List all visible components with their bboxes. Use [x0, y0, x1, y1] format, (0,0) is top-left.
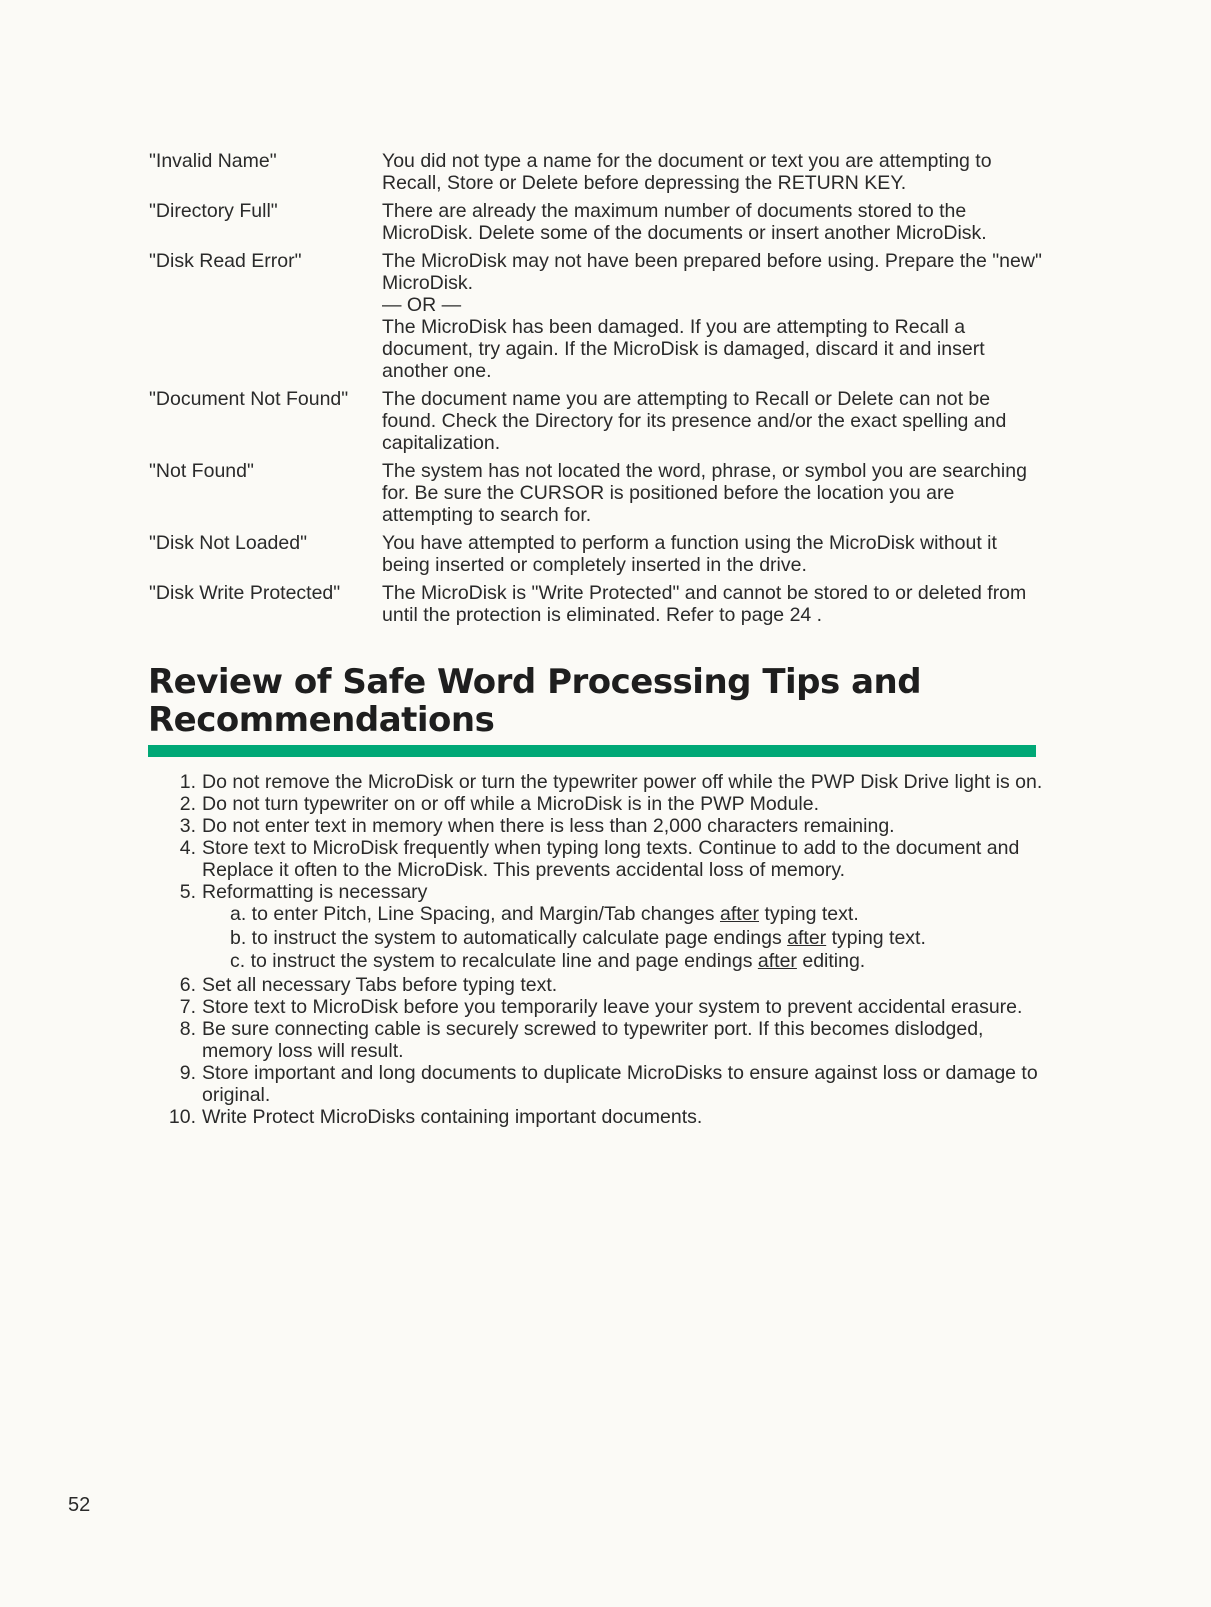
error-description	[382, 532, 1049, 576]
error-description-text: The MicroDisk has been damaged. If you are attempting to Recall a document, try again. If the MicroDisk is damaged, discard it and insert another one.	[382, 316, 985, 382]
list-text: Do not enter text in memory when there is less than 2,000 characters remaining.	[202, 815, 895, 837]
error-term: "Disk Read Error"	[149, 250, 302, 272]
section-heading-line2: Recommendations	[148, 700, 495, 740]
list-number: 6.	[179, 973, 196, 996]
error-description	[382, 582, 1049, 626]
page-number: 52	[68, 1494, 91, 1516]
error-description-text: You did not type a name for the document or text you are attempting to Recall, Store or Delete before depressing the RETURN KEY.	[382, 150, 992, 194]
list-item	[160, 1106, 1050, 1128]
sub-item-text: typing text.	[764, 903, 859, 925]
error-description	[382, 388, 1049, 454]
list-text: Be sure connecting cable is securely screwed to typewriter port. If this becomes dislodged, memory loss will result.	[202, 1017, 984, 1062]
error-term: "Disk Not Loaded"	[149, 532, 308, 554]
list-item	[160, 996, 1050, 1018]
list-number: 1.	[179, 771, 196, 793]
error-row	[149, 150, 1049, 194]
sub-item-text: typing text.	[831, 926, 926, 949]
underlined-word: after	[719, 903, 760, 925]
error-term: "Directory Full"	[149, 200, 278, 222]
list-number: 5.	[179, 881, 196, 903]
error-term: "Invalid Name"	[149, 150, 277, 172]
list-number: 3.	[179, 815, 196, 837]
error-row	[149, 582, 1049, 626]
list-item	[160, 1018, 1050, 1062]
error-row	[149, 532, 1049, 576]
error-description-text: The MicroDisk is "Write Protected" and cannot be stored to or deleted from until the protection is eliminated. Refer to page 24 .	[382, 582, 1027, 626]
error-description	[382, 200, 1049, 244]
error-description-text: The document name you are attempting to Recall or Delete can not be found. Check the Directory for its presence and/or the exact spelling and capitalization.	[382, 388, 1007, 454]
error-description-or: — OR —	[382, 294, 462, 316]
list-item	[160, 837, 1050, 881]
list-item	[160, 1062, 1050, 1106]
list-number: 4.	[179, 837, 196, 859]
error-row	[149, 200, 1049, 244]
sub-list-item	[230, 950, 1050, 974]
error-term: "Disk Write Protected"	[149, 582, 341, 604]
error-description	[382, 150, 1049, 194]
section-heading-line1: Review of Safe Word Processing Tips and	[148, 662, 922, 702]
underlined-word: after	[757, 950, 797, 972]
list-number: 7.	[179, 995, 196, 1018]
list-item	[160, 881, 1050, 974]
sub-list-item	[230, 903, 1050, 927]
list-item	[160, 771, 1050, 793]
sub-item-text: a. to enter Pitch, Line Spacing, and Margin/Tab changes	[230, 903, 715, 925]
error-description-text: You have attempted to perform a function using the MicroDisk without it being inserted or completely inserted in the drive.	[382, 532, 997, 576]
list-number: 8.	[179, 1017, 196, 1040]
error-row	[149, 460, 1049, 526]
error-description-text: The MicroDisk may not have been prepared before using. Prepare the "new" MicroDisk.	[382, 250, 1042, 294]
list-text-block	[202, 881, 1050, 974]
sub-list-item	[230, 927, 1050, 951]
list-text: Store important and long documents to duplicate MicroDisks to ensure against loss or damage to original.	[202, 1061, 1038, 1106]
section-divider	[148, 745, 1036, 757]
sub-list	[202, 903, 1050, 974]
list-text: Store text to MicroDisk before you temporarily leave your system to prevent accidental erasure.	[202, 995, 1023, 1018]
error-message-table	[149, 150, 1049, 632]
list-number: 9.	[179, 1061, 196, 1084]
list-item	[160, 815, 1050, 837]
list-text: Store text to MicroDisk frequently when typing long texts. Continue to add to the document and Replace it often to the MicroDisk. This prevents accidental loss of memory.	[202, 837, 1020, 881]
list-text: Do not turn typewriter on or off while a MicroDisk is in the PWP Module.	[202, 793, 820, 815]
error-term: "Document Not Found"	[149, 388, 349, 410]
list-number: 2.	[179, 793, 196, 815]
error-description-text: There are already the maximum number of documents stored to the MicroDisk. Delete some of the documents or insert another MicroDisk.	[382, 200, 987, 244]
error-row	[149, 250, 1049, 382]
section-heading	[148, 663, 1038, 739]
list-text: Do not remove the MicroDisk or turn the typewriter power off while the PWP Disk Drive light is on.	[202, 771, 1043, 793]
underlined-word: after	[787, 926, 827, 949]
error-description-text: The system has not located the word, phrase, or symbol you are searching for. Be sure the CURSOR is positioned before the location you are attempting to search for.	[382, 460, 1027, 526]
sub-item-text: editing.	[802, 950, 866, 972]
error-term: "Not Found"	[149, 460, 254, 482]
list-text: Write Protect MicroDisks containing important documents.	[202, 1105, 703, 1128]
tips-list	[160, 771, 1050, 1128]
list-item	[160, 793, 1050, 815]
list-item	[160, 974, 1050, 996]
error-row	[149, 388, 1049, 454]
error-description	[382, 250, 1049, 382]
list-number: 10.	[168, 1105, 196, 1128]
error-description	[382, 460, 1049, 526]
sub-item-text: c. to instruct the system to recalculate line and page endings	[230, 950, 753, 972]
list-text: Set all necessary Tabs before typing text.	[202, 973, 558, 996]
sub-item-text: b. to instruct the system to automatically calculate page endings	[230, 926, 782, 949]
list-text: Reformatting is necessary	[202, 881, 428, 903]
